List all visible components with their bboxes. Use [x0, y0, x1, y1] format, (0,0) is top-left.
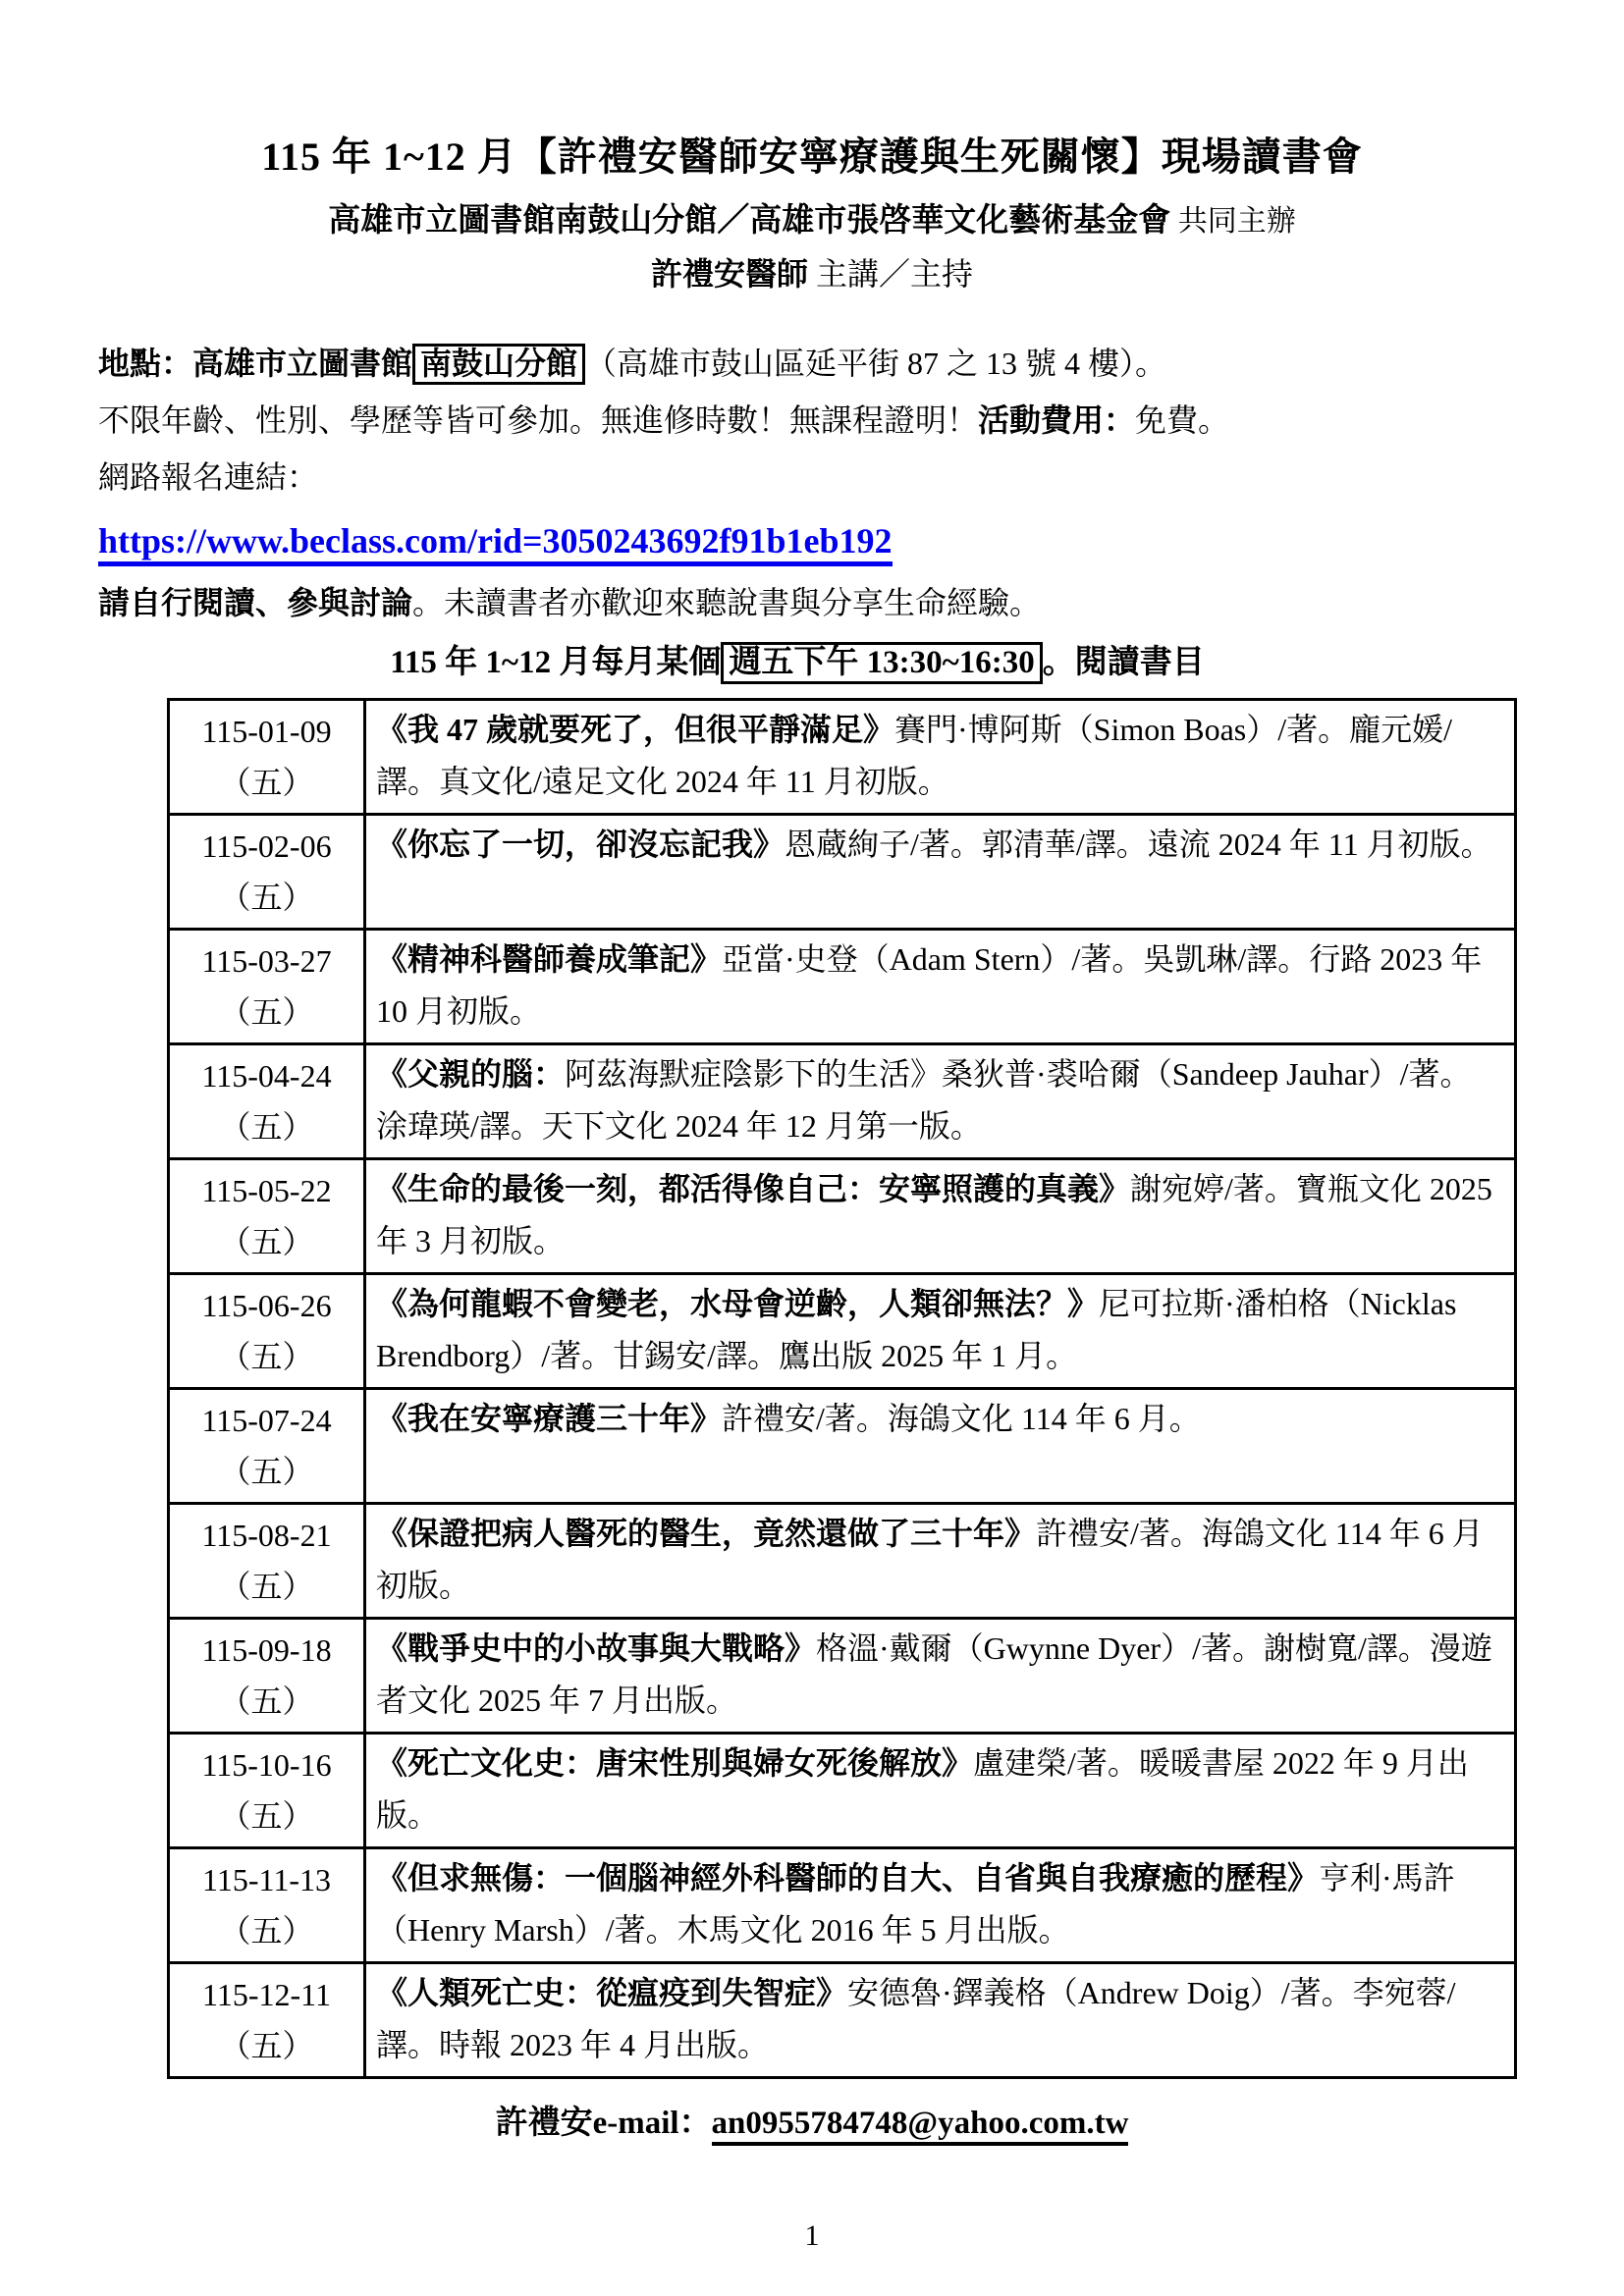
- book-cell: [365, 1734, 1516, 1848]
- book-title: 《戰爭史中的小故事與大戰略》: [376, 1630, 817, 1666]
- session-weekday: （五）: [219, 1683, 314, 1719]
- date-cell: [169, 815, 365, 930]
- table-row: [169, 1159, 1516, 1274]
- session-date: 115-10-16: [201, 1747, 332, 1783]
- book-title-rest: 阿茲海默症陰影下的生活》: [565, 1056, 943, 1092]
- book-title: 《我在安寧療護三十年》: [376, 1401, 723, 1436]
- location-label: 地點：高雄市立圖書館: [98, 346, 413, 381]
- instruction-bold: 請自行閱讀、參與討論: [98, 585, 413, 620]
- book-cell: [365, 700, 1516, 815]
- registration-url-line: [98, 513, 1526, 568]
- speaker-name: 許禮安醫師: [650, 256, 808, 292]
- date-cell: [169, 1619, 365, 1734]
- reading-list-body: [169, 700, 1516, 2078]
- email-link[interactable]: an0955784748@yahoo.com.tw: [712, 2106, 1129, 2146]
- book-cell: [365, 1504, 1516, 1619]
- table-row: [169, 1848, 1516, 1963]
- book-title: 《為何龍蝦不會變老，水母會逆齡，人類卻無法？》: [376, 1286, 1100, 1321]
- book-title: 《父親的腦：: [376, 1056, 566, 1092]
- date-cell: [169, 700, 365, 815]
- session-date: 115-02-06: [201, 828, 332, 864]
- schedule-time-box: 週五下午 13:30~16:30: [721, 642, 1042, 684]
- table-row: [169, 815, 1516, 930]
- table-row: [169, 1389, 1516, 1504]
- book-cell: [365, 815, 1516, 930]
- book-title: 《精神科醫師養成筆記》: [376, 941, 723, 977]
- session-weekday: （五）: [219, 880, 314, 915]
- book-title: 《生命的最後一刻，都活得像自己：安寧照護的真義》: [376, 1171, 1131, 1206]
- session-weekday: （五）: [219, 2028, 314, 2063]
- book-detail: 尼可拉斯·潘柏格（Nicklas Brendborg）/著。甘錫安/譯。鷹出版 2025 年 1 月。: [376, 1286, 1457, 1373]
- session-date: 115-01-09: [201, 714, 332, 749]
- session-weekday: （五）: [219, 1224, 314, 1259]
- session-date: 115-08-21: [201, 1518, 332, 1553]
- session-date: 115-09-18: [201, 1632, 332, 1668]
- table-row: [169, 1274, 1516, 1389]
- book-detail: 安德魯·鐸義格（Andrew Doig）/著。李宛蓉/譯。時報 2023 年 4 月出版。: [376, 1975, 1456, 2062]
- organizer-line: [98, 198, 1526, 244]
- table-row: [169, 1619, 1516, 1734]
- location-line: [98, 335, 1526, 392]
- session-weekday: （五）: [219, 765, 314, 800]
- date-cell: [169, 1504, 365, 1619]
- book-detail: 賽門·博阿斯（Simon Boas）/著。龐元媛/譯。真文化/遠足文化 2024 年 11 月初版。: [376, 712, 1453, 799]
- book-cell: [365, 1848, 1516, 1963]
- book-detail: 恩蔵絢子/著。郭清華/譯。遠流 2024 年 11 月初版。: [785, 827, 1492, 862]
- book-title: 《人類死亡史：從瘟疫到失智症》: [376, 1975, 848, 2010]
- book-title: 《你忘了一切，卻沒忘記我》: [376, 827, 785, 862]
- book-title: 《我 47 歲就要死了，但很平靜滿足》: [376, 712, 895, 747]
- book-detail: 格溫·戴爾（Gwynne Dyer）/著。謝樹寬/譯。漫遊者文化 2025 年 7 月出版。: [376, 1630, 1492, 1718]
- book-cell: [365, 1963, 1516, 2078]
- session-date: 115-03-27: [201, 943, 332, 979]
- book-detail: 盧建榮/著。暖暖書屋 2022 年 9 月出版。: [376, 1745, 1469, 1833]
- book-cell: [365, 1619, 1516, 1734]
- speaker-role: 主講／主持: [808, 256, 974, 292]
- date-cell: [169, 1159, 365, 1274]
- date-cell: [169, 1389, 365, 1504]
- date-cell: [169, 930, 365, 1044]
- page-number: 1: [804, 2219, 820, 2252]
- schedule-prefix: 115 年 1~12 月每月某個: [390, 645, 722, 680]
- book-detail: 亨利·馬許（Henry Marsh）/著。木馬文化 2016 年 5 月出版。: [376, 1860, 1455, 1948]
- schedule-note-line: [98, 637, 1496, 688]
- book-cell: [365, 1274, 1516, 1389]
- page-title: 115 年 1~12 月【許禮安醫師安寧療護與生死關懷】現場讀書會: [261, 134, 1363, 179]
- reading-list-table: [167, 698, 1517, 2079]
- session-weekday: （五）: [219, 1913, 314, 1949]
- session-date: 115-07-24: [201, 1403, 332, 1438]
- table-row: [169, 1734, 1516, 1848]
- session-date: 115-06-26: [201, 1288, 332, 1323]
- fee-value: 免費。: [1135, 402, 1230, 438]
- session-date: 115-04-24: [201, 1058, 332, 1094]
- fee-label: 活動費用：: [978, 402, 1136, 438]
- registration-url-link[interactable]: https://www.beclass.com/rid=3050243692f91b1eb192: [98, 521, 893, 566]
- location-address: （高雄市鼓山區延平街 87 之 13 號 4 樓）。: [585, 346, 1167, 381]
- date-cell: [169, 1963, 365, 2078]
- eligibility-line: [98, 392, 1526, 449]
- book-cell: [365, 1389, 1516, 1504]
- session-date: 115-12-11: [202, 1977, 331, 2012]
- schedule-suffix: 。閱讀書目: [1042, 645, 1205, 680]
- reading-instruction-line: [98, 574, 1526, 631]
- speaker-line: [98, 252, 1526, 295]
- book-detail: 謝宛婷/著。寶瓶文化 2025 年 3 月初版。: [376, 1171, 1492, 1258]
- book-detail: 許禮安/著。海鴿文化 114 年 6 月。: [722, 1401, 1201, 1436]
- location-branch-box: 南鼓山分館: [412, 344, 585, 385]
- session-weekday: （五）: [219, 994, 314, 1030]
- instruction-rest: 。未讀書者亦歡迎來聽說書與分享生命經驗。: [412, 585, 1042, 620]
- eligibility-text: 不限年齡、性別、學歷等皆可參加。無進修時數！無課程證明！: [98, 402, 979, 438]
- book-cell: [365, 1159, 1516, 1274]
- session-weekday: （五）: [219, 1454, 314, 1489]
- registration-label: 網路報名連結：: [98, 459, 319, 495]
- book-detail: 桑狄普·裘哈爾（Sandeep Jauhar）/著。涂瑋瑛/譯。天下文化 2024 年 12 月第一版。: [376, 1056, 1472, 1144]
- session-date: 115-11-13: [202, 1862, 331, 1897]
- session-weekday: （五）: [219, 1569, 314, 1604]
- book-detail: 許禮安/著。海鴿文化 114 年 6 月初版。: [376, 1516, 1484, 1603]
- session-date: 115-05-22: [201, 1173, 332, 1208]
- registration-label-line: [98, 449, 1526, 506]
- session-weekday: （五）: [219, 1109, 314, 1145]
- table-row: [169, 700, 1516, 815]
- book-cell: [365, 1044, 1516, 1159]
- book-title: 《保證把病人醫死的醫生，竟然還做了三十年》: [376, 1516, 1037, 1551]
- organizer-suffix: 共同主辦: [1170, 205, 1296, 238]
- date-cell: [169, 1274, 365, 1389]
- table-row: [169, 1963, 1516, 2078]
- footer-email-line: [98, 2099, 1526, 2148]
- session-weekday: （五）: [219, 1339, 314, 1374]
- table-row: [169, 930, 1516, 1044]
- table-row: [169, 1044, 1516, 1159]
- date-cell: [169, 1848, 365, 1963]
- book-title: 《但求無傷：一個腦神經外科醫師的自大、自省與自我療癒的歷程》: [376, 1860, 1320, 1896]
- date-cell: [169, 1044, 365, 1159]
- book-cell: [365, 930, 1516, 1044]
- organizer-names: 高雄市立圖書館南鼓山分館／高雄市張啓華文化藝術基金會: [328, 203, 1171, 239]
- book-detail: 亞當·史登（Adam Stern）/著。吳凱琳/譯。行路 2023 年 10 月初版。: [376, 941, 1483, 1029]
- session-weekday: （五）: [219, 1798, 314, 1834]
- table-row: [169, 1504, 1516, 1619]
- date-cell: [169, 1734, 365, 1848]
- email-label: 許禮安e-mail：: [495, 2106, 712, 2141]
- book-title: 《死亡文化史：唐宋性別與婦女死後解放》: [376, 1745, 974, 1781]
